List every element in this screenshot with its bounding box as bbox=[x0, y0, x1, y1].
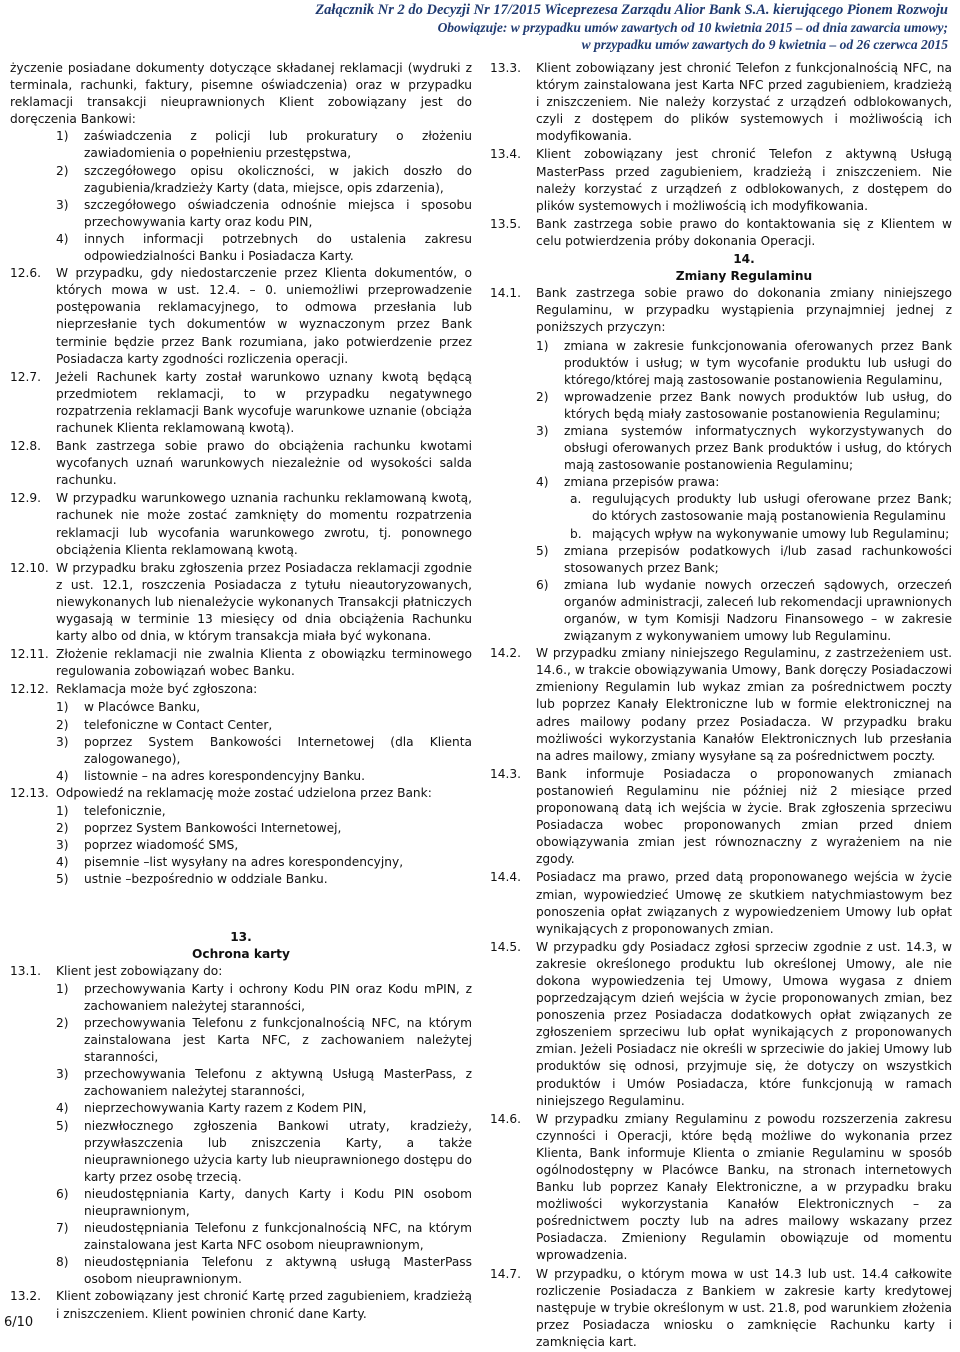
list-marker: 8) bbox=[56, 1255, 69, 1270]
list-text: innych informacji potrzebnych do ustalenia zakresu odpowiedzialności Banku i Posiadacza Karty. bbox=[84, 231, 472, 264]
list-item bbox=[536, 474, 952, 491]
list-item bbox=[56, 768, 472, 785]
clause-number: 14.4. bbox=[490, 870, 522, 885]
list-item bbox=[56, 699, 472, 716]
clause-number: 13.2. bbox=[10, 1289, 42, 1304]
clause-text: Bank zastrzega sobie prawo do obciążenia rachunku kwotami wycofanych uznań warunkowych niezależnie od wysokości salda rachunku. bbox=[56, 439, 472, 488]
clause-number: 14.6. bbox=[490, 1111, 522, 1126]
left-column bbox=[10, 60, 472, 1324]
clause-14-2 bbox=[490, 645, 952, 765]
header-line-2: Obowiązuje: w przypadku umów zawartych od 10 kwietnia 2015 – od dnia zawarcia umowy; bbox=[437, 20, 948, 35]
clause-number: 14.7. bbox=[490, 1266, 522, 1281]
list-marker: 1) bbox=[56, 129, 69, 144]
list-marker: 2) bbox=[536, 389, 549, 404]
list-marker: 2) bbox=[56, 821, 69, 836]
intro-list-item bbox=[56, 197, 472, 231]
section-13-title: Ochrona karty bbox=[192, 946, 290, 961]
list-marker: 5) bbox=[536, 543, 549, 558]
list-text: przechowywania Telefonu z aktywną Usługą MasterPass, z zachowaniem należytej staranności, bbox=[84, 1067, 472, 1099]
list-text: pisemnie –list wysyłany na adres korespondencyjny, bbox=[84, 855, 404, 870]
sublist-item bbox=[570, 491, 952, 525]
list-text: telefoniczne w Contact Center, bbox=[84, 717, 273, 732]
clause-13-5 bbox=[490, 216, 952, 250]
list-item bbox=[56, 1254, 472, 1288]
list-marker: 1) bbox=[56, 981, 69, 996]
clause-text: W przypadku gdy Posiadacz zgłosi sprzeciw zgodnie z ust. 14.3, w zakresie określonego produktu lub określonej Umowy, ale nie dokona wypowiedzenia tej Umowy, Umowa wygasa z dniem poprzedzającym dzień wejścia w życie proponowanych zmian, bez ponoszenia przez Posiadacza dodatkowych opłat związanych ze zgłoszeniem sprzeciwu lub opłat wynikających z proponowanych zmian. Jeżeli Posiadacz nie określi w sprzeciwie do jakiej Umowy lub produktów się odnosi, przyjmuje się, że dotyczy on wszystkich produktów i Umów Posiadacza, które funkcjonują w ramach niniejszego Regulaminu. bbox=[536, 939, 952, 1108]
list-item bbox=[56, 803, 472, 820]
sublist-item bbox=[570, 526, 952, 543]
clause-number: 12.6. bbox=[10, 266, 42, 281]
intro-list-item bbox=[56, 163, 472, 197]
list-item bbox=[56, 734, 472, 768]
clause-text: W przypadku braku zgłoszenia przez Posiadacza reklamacji zgodnie z ust. 12.1, roszczenia Posiadacza z tytułu nieautoryzowanych, niewykonanych lub nienależycie wykonanych Transakcji płatniczych wygasają w terminie 13 miesięcy od dnia obciążenia Rachunku karty albo od dnia, w którym transakcja miała być wykonana. bbox=[56, 560, 472, 644]
document-header bbox=[228, 2, 948, 53]
list-text: mających wpływ na wykonywanie umowy lub Regulaminu; bbox=[592, 526, 950, 541]
list-text: przechowywania Karty i ochrony Kodu PIN oraz Kodu mPIN, z zachowaniem należytej staranności, bbox=[84, 981, 472, 1013]
clause-text: Klient zobowiązany jest chronić Telefon z aktywną Usługą MasterPass przed zagubieniem, kradzieżą i zniszczeniem. Nie należy korzystać z urządzeń z odblokowanych, z dostępem do plików systemowych i możliwością ich modyfikowania. bbox=[536, 147, 952, 213]
page-number: 6/10 bbox=[4, 1315, 34, 1330]
clause-14-7 bbox=[490, 1266, 952, 1351]
clause-12-6 bbox=[10, 265, 472, 368]
list-text: nieudostępniania Telefonu z aktywną usługą MasterPass osobom nieuprawnionym. bbox=[84, 1255, 472, 1287]
list-item bbox=[536, 338, 952, 389]
list-text: zmiana systemów informatycznych wykorzystywanych do obsługi oferowanych przez Bank produktów i usług, do których mają zastosowanie postanowienia Regulaminu; bbox=[564, 423, 952, 473]
clause-12-10 bbox=[10, 560, 472, 645]
clause-text: Klient zobowiązany jest chronić Telefon z funkcjonalnością NFC, na którym zainstalowana jest Karta NFC przed zagubieniem, kradzieżą i zniszczeniem. Nie należy korzystać z urządzeń odblokowanych, czyli z dostępem do plików systemowych i możliwością ich modyfikowania. bbox=[536, 61, 952, 144]
clause-12-7 bbox=[10, 369, 472, 437]
clause-number: 12.7. bbox=[10, 369, 42, 384]
list-text: szczegółowego opisu okoliczności, w jakich doszło do zagubienia/kradzieży Karty (data, miejsce, opis zdarzenia), bbox=[84, 163, 472, 195]
intro-paragraph: życzenie posiadane dokumenty dotyczące składanej reklamacji (wydruki z terminala, rachunki, faktury, pisemne oświadczenia) oraz w przypadku reklamacji transakcji nieuprawnionych Klient zobowiązany jest do doręczenia Bankowi: bbox=[10, 61, 472, 127]
clause-text: Odpowiedź na reklamację może zostać udzielona przez Bank: bbox=[56, 785, 432, 800]
list-marker: 5) bbox=[56, 1118, 69, 1133]
list-text: zmiana lub wydanie nowych orzeczeń sądowych, orzeczeń organów administracji, zaleceń lub rekomendacji uprawnionych organów, w tym Komisji Nadzoru Finansowego – w zakresie związanym z wykonywaniem umowy lub Regulaminu. bbox=[564, 577, 952, 644]
list-marker: a. bbox=[570, 492, 582, 507]
list-marker: 1) bbox=[56, 700, 69, 715]
clause-number: 14.5. bbox=[490, 939, 522, 954]
clause-number: 12.9. bbox=[10, 491, 42, 506]
clause-14-4 bbox=[490, 869, 952, 937]
list-item bbox=[56, 1186, 472, 1220]
clause-12-11 bbox=[10, 646, 472, 680]
clause-12-9 bbox=[10, 490, 472, 558]
clause-text: Klient zobowiązany jest chronić Kartę przed zagubieniem, kradzieżą i zniszczeniem. Klient powinien chronić dane Karty. bbox=[56, 1289, 472, 1321]
list-marker: 4) bbox=[56, 768, 69, 783]
clause-number: 12.8. bbox=[10, 439, 42, 454]
list-text: przechowywania Telefonu z funkcjonalnością NFC, na którym zainstalowana jest Karta NFC, z zachowaniem należytej staranności, bbox=[84, 1015, 472, 1065]
list-marker: 3) bbox=[536, 423, 549, 438]
list-item bbox=[56, 981, 472, 1015]
list-item bbox=[56, 717, 472, 734]
clause-text: W przypadku warunkowego uznania rachunku reklamowaną kwotą, rachunek nie może zostać zamknięty do momentu rozpatrzenia reklamacji lub wycofania warunkowego zwrotu, tj. ponownego obciążenia Klienta reklamowaną kwotą. bbox=[56, 491, 472, 557]
clause-12-13 bbox=[10, 785, 472, 802]
clause-number: 12.10. bbox=[10, 560, 49, 575]
list-text: poprzez System Bankowości Internetowej (dla Klienta zalogowanego), bbox=[84, 734, 472, 766]
list-item bbox=[56, 1118, 472, 1186]
list-text: zaświadczenia z policji lub prokuratury o złożeniu zawiadomienia o popełnieniu przestępstwa, bbox=[84, 129, 472, 161]
list-item bbox=[56, 1220, 472, 1254]
list-text: zmiana przepisów prawa: bbox=[564, 475, 720, 490]
list-marker: 5) bbox=[56, 872, 69, 887]
list-text: nieudostępniania Telefonu z funkcjonalnością NFC, na którym zainstalowana jest Karta NFC osobom nieuprawnionym, bbox=[84, 1221, 472, 1253]
clause-text: W przypadku zmiany Regulaminu z powodu rozszerzenia zakresu czynności i Operacji, które będą możliwe do wykonania przez Klienta, Bank informuje Klienta o zmianie Regulaminu w sposób ogólnodostępny w Placówce Banku, na stronach internetowych Banku lub poprzez Kanały Elektroniczne, a w przypadku braku możliwości wykorzystania Kanałów Elektronicznych – za pośrednictwem poczty lub na adres mailowy wskazany przez Posiadacza. Zmieniony Regulamin obowiązuje od momentu wprowadzenia. bbox=[536, 1111, 952, 1263]
list-marker: 4) bbox=[56, 1101, 69, 1116]
clause-13-4 bbox=[490, 146, 952, 214]
list-marker: b. bbox=[570, 526, 582, 541]
list-text: ustnie –bezpośrednio w oddziale Banku. bbox=[84, 872, 328, 887]
list-marker: 6) bbox=[536, 577, 549, 592]
list-item bbox=[56, 1015, 472, 1066]
clause-text: Bank zastrzega sobie prawo do dokonania zmiany niniejszego Regulaminu, w przypadku wystąpienia przynajmniej jednej z poniższych przyczyn: bbox=[536, 286, 952, 335]
list-text: telefonicznie, bbox=[84, 804, 166, 819]
list-item bbox=[536, 389, 952, 423]
intro-list-item bbox=[56, 231, 472, 265]
section-13-number: 13. bbox=[230, 929, 252, 944]
clause-number: 14.3. bbox=[490, 766, 522, 781]
intro-list-item bbox=[56, 128, 472, 162]
clause-number: 14.1. bbox=[490, 286, 522, 301]
section-14-title: Zmiany Regulaminu bbox=[675, 269, 813, 284]
clause-text: Bank zastrzega sobie prawo do kontaktowania się z Klientem w celu potwierdzenia próby dokonania Operacji. bbox=[536, 216, 952, 248]
list-text: nieprzechowywania Karty razem z Kodem PIN, bbox=[84, 1101, 367, 1116]
list-marker: 2) bbox=[56, 1015, 69, 1030]
list-item bbox=[56, 871, 472, 888]
list-marker: 3) bbox=[56, 1067, 69, 1082]
clause-number: 13.3. bbox=[490, 61, 522, 75]
list-marker: 4) bbox=[536, 475, 549, 490]
right-column bbox=[490, 60, 952, 1352]
clause-14-1 bbox=[490, 285, 952, 336]
clause-number: 12.13. bbox=[10, 785, 49, 800]
header-line-1: Załącznik Nr 2 do Decyzji Nr 17/2015 Wiceprezesa Zarządu Alior Bank S.A. kierującego Pionem Rozwoju bbox=[315, 2, 948, 18]
clause-text: W przypadku zmiany niniejszego Regulaminu, z zastrzeżeniem ust. 14.6., w trakcie obowiązywania Umowy, Bank doręczy Posiadaczowi zmieniony Regulamin lub wykaz zmian za pośrednictwem poczty lub poprzez Kanały Elektroniczne lub w formie elektronicznej na adres mailowy podany przez Posiadacza. W przypadku braku możliwości wykorzystania Kanałów Elektronicznych lub przesłania na adres mailowy, zmiany wysyłane są za pośrednictwem poczty. bbox=[536, 646, 952, 763]
list-item bbox=[56, 837, 472, 854]
list-marker: 3) bbox=[56, 838, 69, 853]
clause-number: 13.4. bbox=[490, 147, 522, 162]
list-text: wprowadzenie przez Bank nowych produktów lub usług, do których będą miały zastosowanie postanowienia Regulaminu; bbox=[564, 389, 952, 421]
list-text: w Placówce Banku, bbox=[84, 700, 201, 715]
clause-number: 14.2. bbox=[490, 646, 522, 661]
list-text: zmiana przepisów podatkowych i/lub zasad rachunkowości stosowanych przez Bank; bbox=[564, 543, 952, 575]
clause-text: Posiadacz ma prawo, przed datą proponowanego wejścia w życie zmian, wypowiedzieć Umowę ze skutkiem natychmiastowym bez ponoszenia opłat związanych z wypowiedzeniem Umowy lub opłat wynikających z proponowanych zmian. bbox=[536, 870, 952, 936]
list-text: poprzez wiadomość SMS, bbox=[84, 838, 239, 853]
list-item bbox=[56, 820, 472, 837]
list-marker: 4) bbox=[56, 855, 69, 870]
list-text: listownie – na adres korespondencyjny Banku. bbox=[84, 768, 366, 783]
list-text: regulujących produkty lub usługi oferowane przez Bank; do których zastosowanie mają postanowienia Regulaminu bbox=[592, 492, 952, 524]
clause-text: Klient jest zobowiązany do: bbox=[56, 963, 223, 978]
list-text: nieudostępniania Karty, danych Karty i Kodu PIN osobom nieuprawnionym, bbox=[84, 1186, 472, 1218]
list-text: poprzez System Bankowości Internetowej, bbox=[84, 821, 342, 836]
clause-13-1 bbox=[10, 963, 472, 980]
clause-number: 12.11. bbox=[10, 647, 49, 662]
list-marker: 3) bbox=[56, 197, 69, 212]
clause-14-6 bbox=[490, 1111, 952, 1265]
list-marker: 4) bbox=[56, 231, 69, 246]
clause-text: Jeżeli Rachunek karty został warunkowo uznany kwotą będącą przedmiotem reklamacji, to w przypadku negatywnego rozpatrzenia reklamacji Bank wycofuje warunkowe uznanie (obciąża rachunek Klienta reklamowaną kwotą). bbox=[56, 369, 472, 435]
clause-number: 13.5. bbox=[490, 216, 522, 231]
list-marker: 3) bbox=[56, 734, 69, 749]
clause-number: 12.12. bbox=[10, 682, 49, 697]
list-item bbox=[56, 1100, 472, 1117]
clause-12-12 bbox=[10, 681, 472, 698]
header-line-3: w przypadku umów zawartych do 9 kwietnia – od 26 czerwca 2015 bbox=[581, 37, 948, 52]
clause-13-3 bbox=[490, 60, 952, 145]
clause-text: Reklamacja może być zgłoszona: bbox=[56, 682, 258, 697]
list-item bbox=[56, 854, 472, 871]
list-item bbox=[536, 543, 952, 577]
list-marker: 6) bbox=[56, 1186, 69, 1201]
list-marker: 7) bbox=[56, 1221, 69, 1236]
clause-number: 13.1. bbox=[10, 963, 42, 978]
clause-text: Bank informuje Posiadacza o proponowanych zmianach postanowień Regulaminu nie później niż 2 miesiące przed proponowaną datą ich wejścia w życie. Brak zgłoszenia sprzeciwu Posiadacza wobec proponowanych zmian przed dniem obowiązywania zmian jest równoznaczny z wyrażeniem na nie zgody. bbox=[536, 766, 952, 867]
list-marker: 1) bbox=[536, 338, 549, 353]
list-text: szczegółowego oświadczenia odnośnie miejsca i sposobu przechowywania karty oraz kodu PIN, bbox=[84, 197, 472, 229]
list-marker: 2) bbox=[56, 163, 69, 178]
clause-text: W przypadku, gdy niedostarczenie przez Klienta dokumentów, o których mowa w ust. 12.4. – 0. uniemożliwi przeprowadzenie postępowania reklamacyjnego, to odmowa przesłania lub nieprzesłanie tych dokumentów w wyznaczonym przez Bank terminie będzie przez Bank rozumiana, jako potwierdzenie przez Posiadacza karty zgodności rozliczenia operacji. bbox=[56, 266, 472, 366]
clause-text: Złożenie reklamacji nie zwalnia Klienta z obowiązku terminowego regulowania zobowiązań wobec Banku. bbox=[56, 647, 472, 679]
clause-14-3 bbox=[490, 766, 952, 869]
list-item bbox=[536, 577, 952, 645]
list-marker: 2) bbox=[56, 717, 69, 732]
list-marker: 1) bbox=[56, 804, 69, 819]
list-text: niezwłocznego zgłoszenia Bankowi utraty, kradzieży, przywłaszczenia lub zniszczenia Karty, a także nieuprawnionego użycia karty lub nieuprawnionego dostępu do karty przez osobę trzecią. bbox=[84, 1118, 472, 1184]
clause-13-2 bbox=[10, 1288, 472, 1322]
section-14-number: 14. bbox=[733, 252, 755, 267]
clause-14-5 bbox=[490, 939, 952, 1110]
list-item bbox=[536, 423, 952, 474]
list-item bbox=[56, 1066, 472, 1100]
clause-text: W przypadku, o którym mowa w ust 14.3 lub ust. 14.4 całkowite rozliczenie Posiadacza z Bankiem w zakresie karty kredytowej następuje w trybie określonym w ust. 21.8, pod warunkiem złożenia przez Posiadacza wniosku o zamknięcie Rachunku karty i zamknięcia kart. bbox=[536, 1266, 952, 1349]
list-text: zmiana w zakresie funkcjonowania oferowanych przez Bank produktów i usług; w tym wycofanie produktu lub usługi do którego/której mają zastosowanie postanowienia Regulaminu, bbox=[564, 338, 952, 387]
intro-list bbox=[10, 128, 472, 265]
clause-12-8 bbox=[10, 438, 472, 489]
